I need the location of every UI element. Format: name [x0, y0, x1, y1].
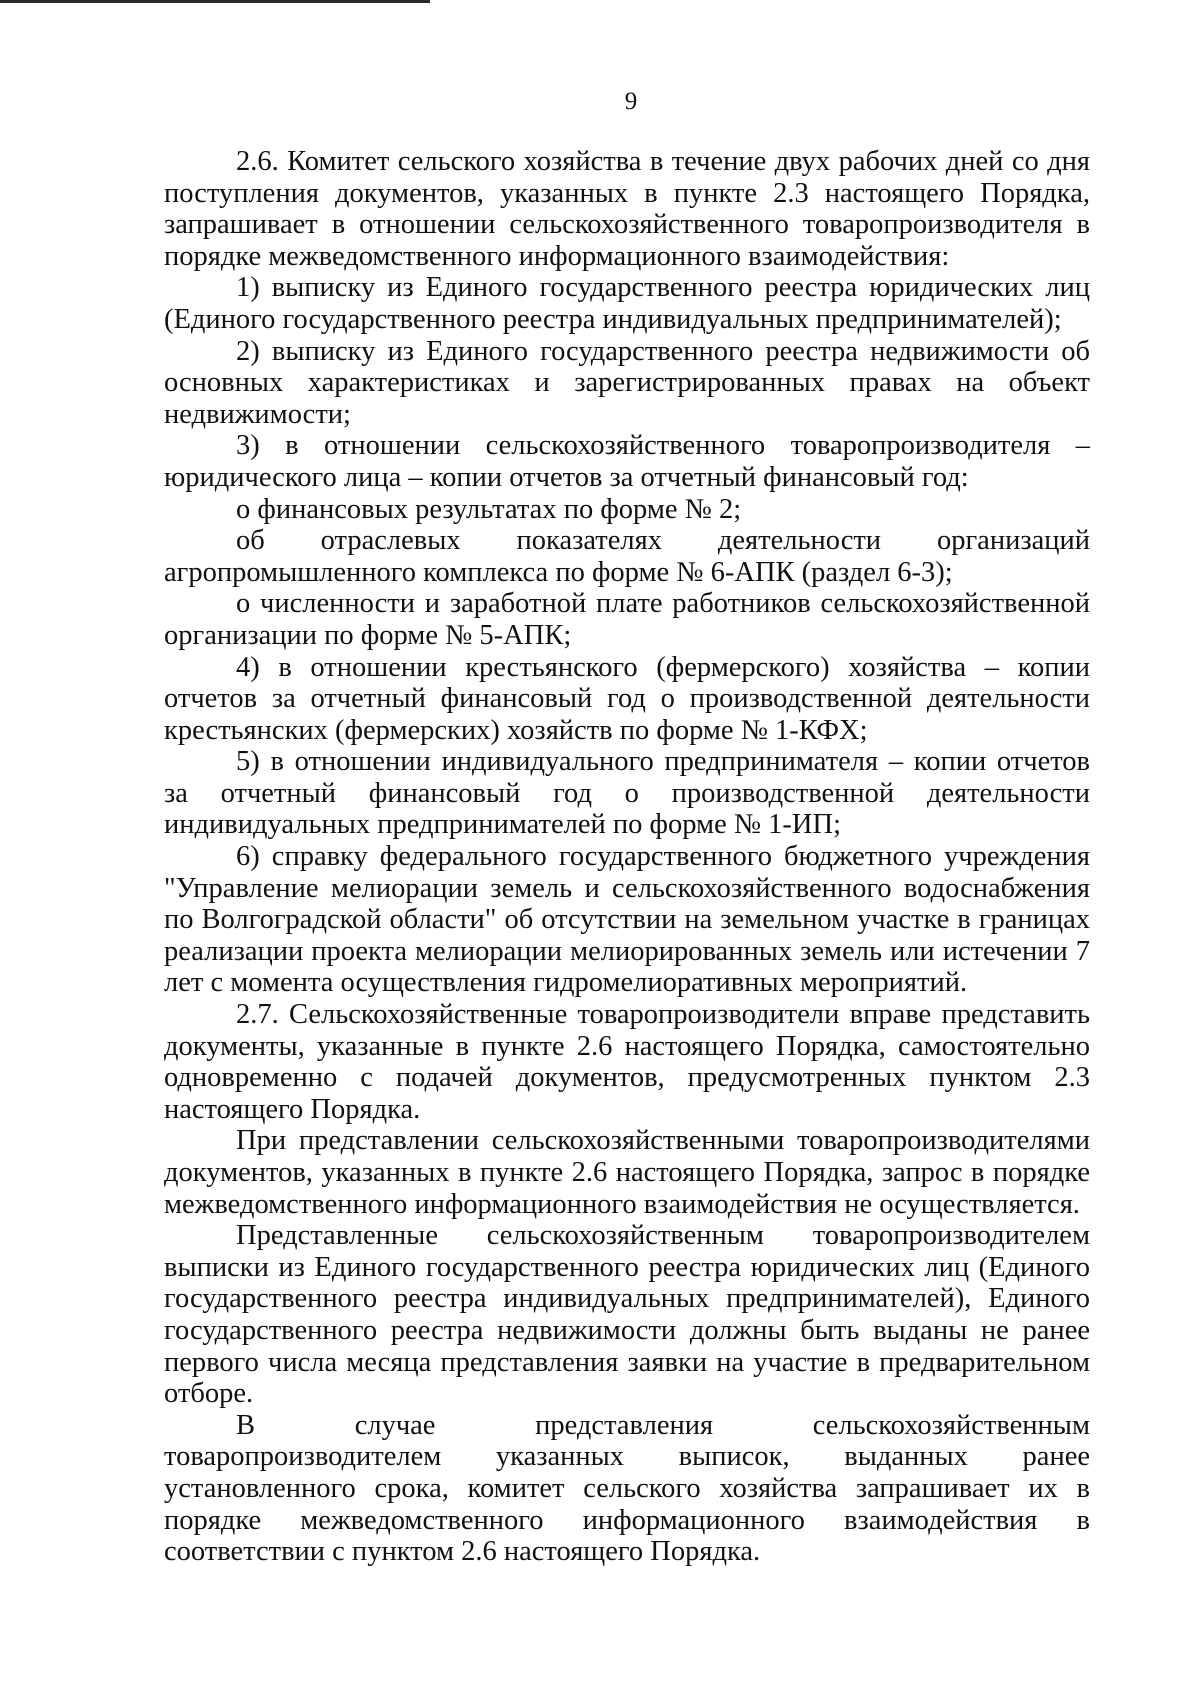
paragraph-item-3: 3) в отношении сельскохозяйственного товаропроизводителя – юридического лица – копии отчетов за отчетный финансовый год: — [164, 430, 1090, 493]
paragraph-2-6: 2.6. Комитет сельского хозяйства в течение двух рабочих дней со дня поступления документов, указанных в пункте 2.3 настоящего Порядка, запрашивает в отношении сельскохозяйственного товаропроизводителя в порядке межведомственного информационного взаимодействия: — [164, 146, 1090, 272]
scan-edge-line — [0, 0, 430, 3]
document-body — [164, 146, 1090, 1568]
paragraph-item-2: 2) выписку из Единого государственного реестра недвижимости об основных характеристиках и зарегистрированных правах на объект недвижимости; — [164, 335, 1090, 430]
page-number: 9 — [624, 88, 638, 115]
paragraph-no-request: При представлении сельскохозяйственными товаропроизводителями документов, указанных в пункте 2.6 настоящего Порядка, запрос в порядке межведомственного информационного взаимодействия не осуществляется. — [164, 1125, 1090, 1220]
paragraph-form-2: о финансовых результатах по форме № 2; — [236, 493, 742, 525]
paragraph-form-6-apk: об отраслевых показателях деятельности организаций агропромышленного комплекса по форме № 6-АПК (раздел 6-3); — [164, 525, 1090, 588]
paragraph-expired-extracts: В случае представления сельскохозяйственным товаропроизводителем указанных выписок, выданных ранее установленного срока, комитет сельского хозяйства запрашивает их в порядке межведомственного информационного взаимодействия в соответствии с пунктом 2.6 настоящего Порядка. — [164, 1409, 1090, 1568]
paragraph-item-1: 1) выписку из Единого государственного реестра юридических лиц (Единого государственного реестра индивидуальных предпринимателей); — [164, 272, 1090, 335]
paragraph-item-6: 6) справку федерального государственного бюджетного учреждения "Управление мелиорации земель и сельскохозяйственного водоснабжения по Волгоградской области" об отсутствии на земельном участке в границах реализации проекта мелиорации мелиорированных земель или истечении 7 лет с момента осуществления гидромелиоративных мероприятий. — [164, 841, 1090, 999]
paragraph-item-5: 5) в отношении индивидуального предпринимателя – копии отчетов за отчетный финансовый год о производственной деятельности индивидуальных предпринимателей по форме № 1-ИП; — [164, 746, 1090, 841]
paragraph-form-5-apk: о численности и заработной плате работников сельскохозяйственной организации по форме № 5-АПК; — [164, 588, 1090, 651]
paragraph-extracts-validity: Представленные сельскохозяйственным товаропроизводителем выписки из Единого государственного реестра юридических лиц (Единого государственного реестра индивидуальных предпринимателей), Единого государственного реестра недвижимости должны быть выданы не ранее первого числа месяца представления заявки на участие в предварительном отборе. — [164, 1220, 1090, 1410]
paragraph-item-4: 4) в отношении крестьянского (фермерского) хозяйства – копии отчетов за отчетный финансовый год о производственной деятельности крестьянских (фермерских) хозяйств по форме № 1-КФХ; — [164, 651, 1090, 746]
paragraph-2-7: 2.7. Сельскохозяйственные товаропроизводители вправе представить документы, указанные в пункте 2.6 настоящего Порядка, самостоятельно одновременно с подачей документов, предусмотренных пунктом 2.3 настоящего Порядка. — [164, 999, 1090, 1125]
